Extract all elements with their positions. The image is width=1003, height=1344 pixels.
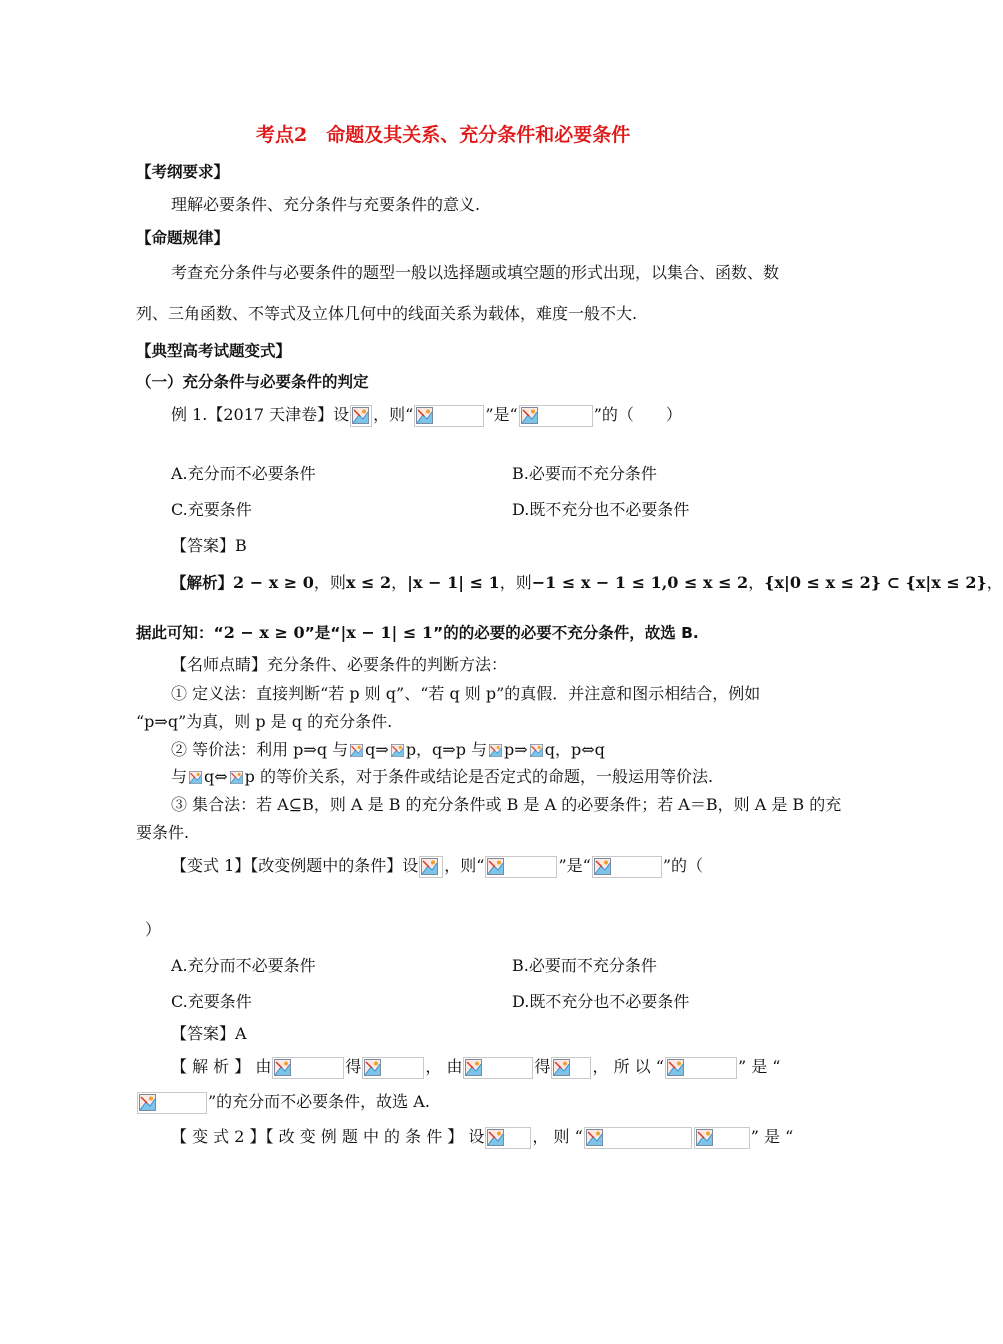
math-expression: 2 − x ≥ 0 [233, 573, 314, 592]
math-expression: |x − 1| ≤ 1 [407, 573, 500, 592]
broken-image-icon [274, 1059, 291, 1076]
solution-text: 得 [534, 1057, 551, 1076]
option-a: A.充分而不必要条件 [171, 464, 316, 483]
variant2-mid2: ” 是 “ [750, 1127, 794, 1146]
tips-line4 [171, 766, 713, 788]
broken-image-icon [421, 858, 438, 875]
formula-image [485, 856, 557, 878]
solution-text: ， [391, 573, 408, 592]
tips-text: q，p⇔q [544, 740, 605, 759]
option-d: D.既不充分也不必要条件 [512, 992, 690, 1011]
math-expression: 2 − x ≥ 0 [223, 623, 305, 642]
formula-image [665, 1057, 737, 1079]
solution-text: 得 [345, 1057, 362, 1076]
page-title: 考点2 命题及其关系、充分条件和必要条件 [256, 124, 631, 146]
example1-mid2: ”是“ [485, 405, 518, 424]
variant2-question [171, 1126, 793, 1149]
variant1-mid1: ，则“ [444, 856, 485, 875]
tips-text: 与 [171, 767, 188, 786]
broken-image-icon [229, 771, 244, 784]
tips-line2: “p⇒q”为真，则 p 是 q 的充分条件. [136, 712, 393, 731]
formula-image [350, 405, 372, 427]
variant1-solution-line1 [171, 1056, 780, 1079]
variant1-mid2: ”是“ [558, 856, 591, 875]
formula-image [551, 1057, 591, 1079]
option-b: B.必要而不充分条件 [512, 956, 657, 975]
option-c: C.充要条件 [171, 500, 252, 519]
conclusion-text: ”是“ [304, 624, 341, 642]
solution-text: ，则 [499, 573, 532, 592]
variant1-question [171, 855, 703, 878]
example1-mid1: ，则“ [373, 405, 414, 424]
variant1-prefix: 【变式 1】【改变例题中的条件】设 [171, 856, 419, 875]
variant1-close-paren: ） [145, 920, 162, 939]
option-a: A.充分而不必要条件 [171, 956, 316, 975]
tips-text: p，q⇒p 与 [405, 740, 488, 759]
math-expression: {x|0 ≤ x ≤ 2} ⊂ {x|x ≤ 2} [764, 573, 987, 592]
solution-text: ，则 [313, 573, 346, 592]
option-d: D.既不充分也不必要条件 [512, 500, 690, 519]
broken-image-icon [364, 1059, 381, 1076]
broken-image-icon [487, 858, 504, 875]
tips-text: p 的等价关系，对于条件或结论是否定式的命题，一般运用等价法. [244, 767, 714, 786]
broken-image-icon [349, 744, 364, 757]
tips-text: p⇒ [504, 740, 528, 759]
formula-image [414, 405, 484, 427]
kaogang-text: 理解必要条件、充分条件与充要条件的意义. [171, 195, 481, 214]
broken-image-icon [416, 407, 433, 424]
example1-end: ”的（ ） [593, 405, 682, 424]
solution-line [171, 572, 1003, 594]
math-expression: −1 ≤ x − 1 ≤ 1,0 ≤ x ≤ 2 [531, 573, 749, 592]
formula-image [419, 856, 443, 878]
solution-text: 【 解 析 】 由 [171, 1057, 272, 1076]
tips-text: q⇒ [365, 740, 389, 759]
broken-image-icon [553, 1059, 570, 1076]
tips-line3 [171, 739, 605, 761]
math-expression: x ≤ 2 [345, 573, 392, 592]
example1-prefix: 例 1.【2017 天津卷】设 [171, 405, 350, 424]
broken-image-icon [529, 744, 544, 757]
broken-image-icon [487, 1129, 504, 1146]
conclusion-text: 据此可知：“ [136, 624, 224, 642]
conclusion-line [136, 622, 699, 644]
tips-line6: 要条件. [136, 823, 190, 842]
solution-text: ， [986, 573, 1003, 592]
section-heading-dianxing: 【典型高考试题变式】 [136, 342, 292, 360]
solution-text: ”的充分而不必要条件，故选 A. [208, 1092, 430, 1111]
broken-image-icon [521, 407, 538, 424]
variant2-prefix: 【 变 式 2 】【 改 变 例 题 中 的 条 件 】 设 [171, 1127, 485, 1146]
formula-image [485, 1127, 531, 1149]
broken-image-icon [352, 407, 369, 424]
tips-text: ② 等价法：利用 p⇒q 与 [171, 740, 349, 759]
tips-line1: ① 定义法：直接判断“若 p 则 q”、“若 q 则 p”的真假．并注意和图示相结合，例如 [171, 684, 761, 703]
variant1-end: ”的（ [662, 856, 704, 875]
formula-image [694, 1127, 750, 1149]
variant2-mid1: ， 则 “ [532, 1127, 583, 1146]
formula-image [137, 1092, 207, 1114]
solution-text: ， [748, 573, 765, 592]
answer: 【答案】B [171, 536, 247, 555]
mingti-text-line2: 列、三角函数、不等式及立体几何中的线面关系为载体，难度一般不大. [136, 304, 638, 323]
broken-image-icon [188, 771, 203, 784]
solution-text: ， 由 [425, 1057, 463, 1076]
tips-line5: ③ 集合法：若 A⊆B，则 A 是 B 的充分条件或 B 是 A 的必要条件；若 A＝B，则 A 是 B 的充 [171, 795, 842, 814]
formula-image [463, 1057, 533, 1079]
option-b: B.必要而不充分条件 [512, 464, 657, 483]
formula-image [592, 856, 662, 878]
subsection-heading: （一）充分条件与必要条件的判定 [136, 373, 369, 391]
option-c: C.充要条件 [171, 992, 252, 1011]
solution-label: 【解析】 [171, 574, 234, 592]
tips-text: q⇔ [204, 767, 228, 786]
tips-heading: 【名师点睛】充分条件、必要条件的判断方法： [171, 655, 508, 674]
broken-image-icon [586, 1129, 603, 1146]
broken-image-icon [390, 744, 405, 757]
formula-image [362, 1057, 424, 1079]
variant1-solution-line2 [136, 1091, 430, 1114]
solution-text: ， 所 以 “ [592, 1057, 664, 1076]
math-expression: |x − 1| ≤ 1 [340, 623, 434, 642]
conclusion-text: ”的的必要的必要不充分条件，故选 B. [433, 624, 699, 642]
broken-image-icon [488, 744, 503, 757]
broken-image-icon [465, 1059, 482, 1076]
formula-image [519, 405, 593, 427]
broken-image-icon [696, 1129, 713, 1146]
mingti-text-line1: 考查充分条件与必要条件的题型一般以选择题或填空题的形式出现，以集合、函数、数 [171, 263, 780, 282]
answer: 【答案】A [171, 1024, 247, 1043]
formula-image [272, 1057, 344, 1079]
section-heading-kaogang: 【考纲要求】 [136, 163, 230, 181]
broken-image-icon [139, 1094, 156, 1111]
formula-image [584, 1127, 692, 1149]
example1-question [171, 404, 682, 427]
solution-text: ” 是 “ [737, 1057, 781, 1076]
broken-image-icon [667, 1059, 684, 1076]
broken-image-icon [594, 858, 611, 875]
section-heading-mingti: 【命题规律】 [136, 229, 230, 247]
